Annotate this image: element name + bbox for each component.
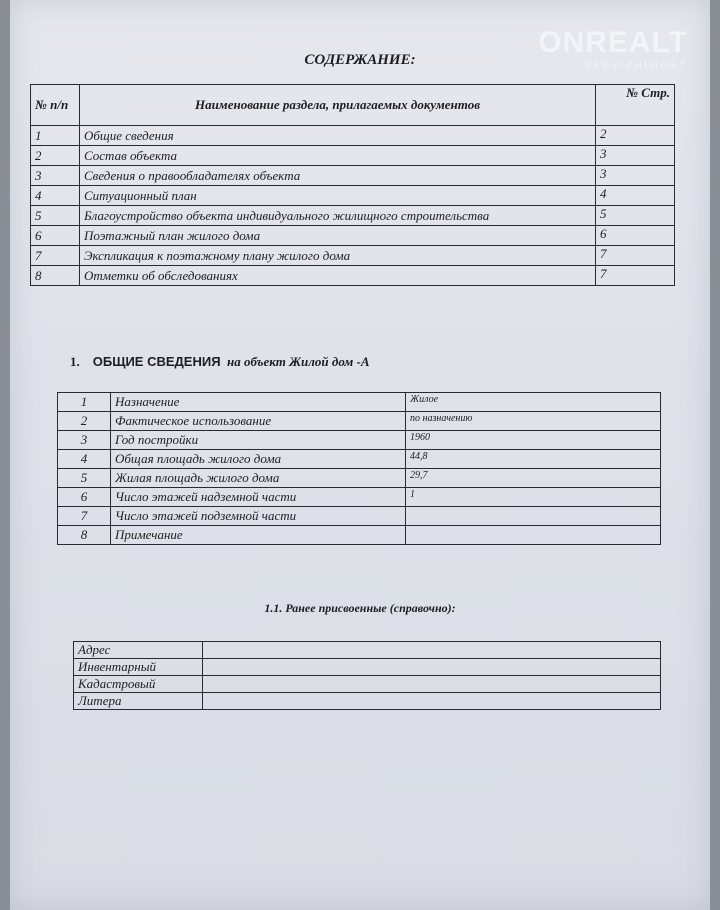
info-row-num: 6 — [58, 488, 111, 507]
info-row-label: Примечание — [111, 526, 406, 545]
info-row — [58, 412, 661, 431]
prev-row — [74, 676, 661, 693]
info-row — [58, 507, 661, 526]
prev-row-label: Инвентарный — [74, 659, 203, 676]
contents-row-page: 7 — [596, 246, 675, 266]
info-row-label: Назначение — [111, 393, 406, 412]
prev-row-value — [203, 659, 661, 676]
contents-row — [31, 166, 675, 186]
info-row-label: Фактическое использование — [111, 412, 406, 431]
contents-row-page: 3 — [596, 166, 675, 186]
contents-row-name: Общие сведения — [80, 126, 596, 146]
prev-row-value — [203, 676, 661, 693]
info-row-value: 1 — [406, 488, 661, 507]
watermark-brand: ONREALT — [538, 26, 688, 59]
info-row — [58, 450, 661, 469]
info-row-label: Число этажей надземной части — [111, 488, 406, 507]
contents-row-name: Благоустройство объекта индивидуального жилищного строительства — [80, 206, 596, 226]
info-row-label: Число этажей подземной части — [111, 507, 406, 526]
info-row — [58, 488, 661, 507]
contents-row-name: Сведения о правообладателях объекта — [80, 166, 596, 186]
prev-row-value — [203, 693, 661, 710]
contents-row — [31, 206, 675, 226]
info-row-value: 29,7 — [406, 469, 661, 488]
section-1-object: на объект Жилой дом -А — [227, 354, 370, 369]
info-row-value — [406, 507, 661, 526]
info-row — [58, 469, 661, 488]
contents-row-num: 2 — [31, 146, 80, 166]
contents-row — [31, 186, 675, 206]
info-row-value: 44,8 — [406, 450, 661, 469]
info-row-value: 1960 — [406, 431, 661, 450]
info-row — [58, 393, 661, 412]
contents-row — [31, 126, 675, 146]
info-row-label: Общая площадь жилого дома — [111, 450, 406, 469]
contents-row-name: Экспликация к поэтажному плану жилого дома — [80, 246, 596, 266]
info-row-num: 4 — [58, 450, 111, 469]
contents-row-page: 4 — [596, 186, 675, 206]
info-row-num: 1 — [58, 393, 111, 412]
contents-table — [30, 84, 675, 286]
info-row-num: 8 — [58, 526, 111, 545]
contents-row-page: 2 — [596, 126, 675, 146]
contents-row — [31, 266, 675, 286]
prev-row-label: Кадастровый — [74, 676, 203, 693]
contents-row-name: Ситуационный план — [80, 186, 596, 206]
section-1-heading — [70, 354, 370, 370]
contents-header-num: № п/п — [31, 85, 80, 126]
info-row-value: по назначению — [406, 412, 661, 431]
contents-header-name: Наименование раздела, прилагаемых документов — [80, 85, 596, 126]
contents-row-num: 7 — [31, 246, 80, 266]
contents-row-page: 3 — [596, 146, 675, 166]
prev-row — [74, 642, 661, 659]
info-row — [58, 431, 661, 450]
prev-row-value — [203, 642, 661, 659]
contents-row — [31, 146, 675, 166]
info-row-label: Год постройки — [111, 431, 406, 450]
contents-row — [31, 246, 675, 266]
contents-row-num: 1 — [31, 126, 80, 146]
contents-row-page: 7 — [596, 266, 675, 286]
section-1-number: 1. — [70, 354, 80, 369]
section-1-1-heading: 1.1. Ранее присвоенные (справочно): — [264, 601, 456, 615]
prev-row — [74, 659, 661, 676]
contents-row-name: Состав объекта — [80, 146, 596, 166]
contents-row — [31, 226, 675, 246]
contents-row-num: 6 — [31, 226, 80, 246]
contents-row-page: 6 — [596, 226, 675, 246]
info-row-num: 7 — [58, 507, 111, 526]
info-row — [58, 526, 661, 545]
prev-row-label: Адрес — [74, 642, 203, 659]
contents-row-num: 3 — [31, 166, 80, 186]
section-1-name: ОБЩИЕ СВЕДЕНИЯ — [92, 354, 221, 369]
general-info-table — [57, 392, 661, 545]
prev-row — [74, 693, 661, 710]
contents-row-page: 5 — [596, 206, 675, 226]
watermark-sub: NEDVIZHIMOST — [583, 60, 688, 70]
info-row-num: 5 — [58, 469, 111, 488]
info-row-num: 3 — [58, 431, 111, 450]
contents-row-name: Отметки об обследованиях — [80, 266, 596, 286]
prev-row-label: Литера — [74, 693, 203, 710]
info-row-label: Жилая площадь жилого дома — [111, 469, 406, 488]
contents-row-num: 4 — [31, 186, 80, 206]
previously-assigned-table — [73, 641, 661, 710]
contents-row-num: 8 — [31, 266, 80, 286]
contents-row-num: 5 — [31, 206, 80, 226]
info-row-num: 2 — [58, 412, 111, 431]
info-row-value — [406, 526, 661, 545]
page-title: СОДЕРЖАНИЕ: — [304, 52, 416, 68]
contents-header-row — [31, 85, 675, 126]
document-page — [10, 0, 710, 910]
contents-header-page: № Стр. — [596, 85, 675, 126]
info-row-value: Жилое — [406, 393, 661, 412]
contents-row-name: Поэтажный план жилого дома — [80, 226, 596, 246]
